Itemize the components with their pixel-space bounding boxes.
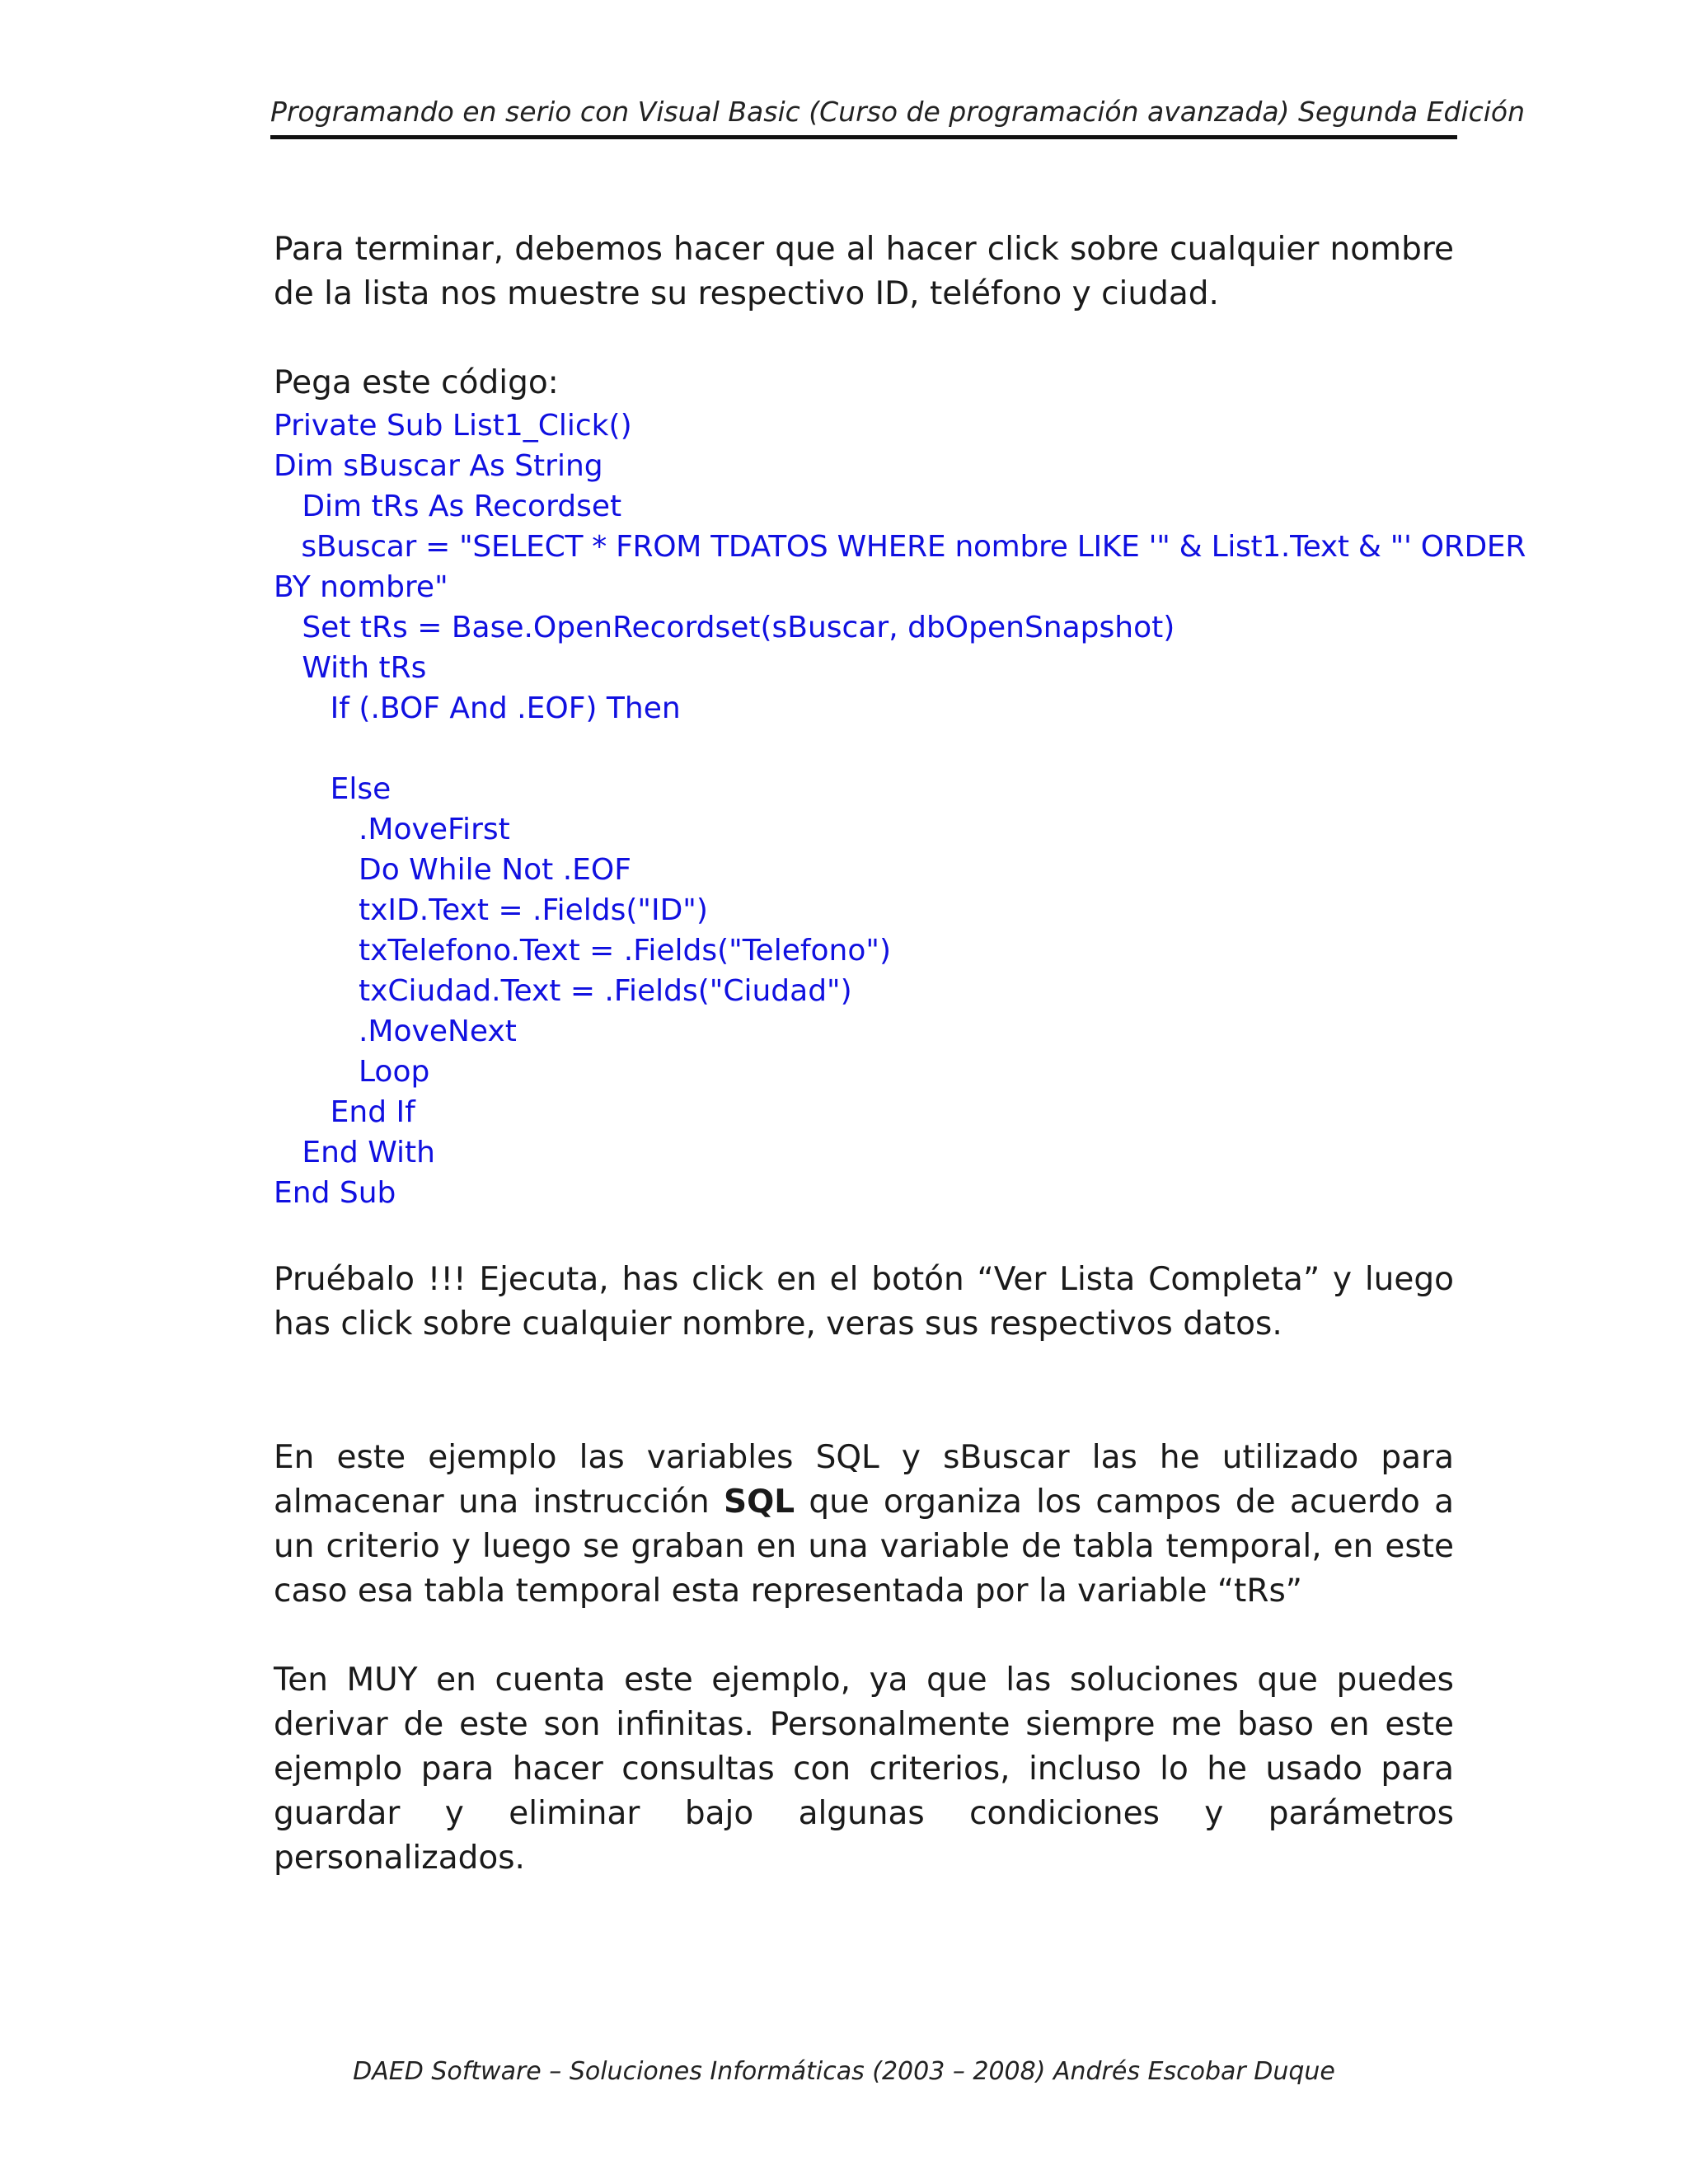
paragraph-explanation: [274, 1436, 1454, 1614]
spacer: [274, 1213, 1454, 1258]
spacer: [274, 316, 1454, 361]
code-line: Dim tRs As Recordset: [274, 490, 622, 523]
code-line: Dim sBuscar As String: [274, 449, 603, 483]
code-line: Loop: [274, 1055, 430, 1089]
code-line: End With: [274, 1136, 435, 1169]
spacer: [274, 1347, 1454, 1436]
code-intro: Pega este código:: [274, 364, 559, 401]
paragraph-intro: Para terminar, debemos hacer que al hacer click sobre cualquier nombre de la lista nos muestre su respectivo ID, teléfono y ciudad.: [274, 231, 1454, 312]
paragraph-explanation-start: En este ejemplo las variables SQL y sBuscar las he utilizado para almacenar una instrucción: [274, 1439, 1454, 1521]
spacer: [274, 1614, 1454, 1658]
code-line: End Sub: [274, 1176, 396, 1210]
code-line: Set tRs = Base.OpenRecordset(sBuscar, dbOpenSnapshot): [274, 611, 1175, 644]
code-line: BY nombre": [274, 570, 448, 604]
header-title: Programando en serio con Visual Basic (Curso de programación avanzada) Segunda Edición: [270, 96, 1526, 128]
code-line: txID.Text = .Fields("ID"): [274, 893, 708, 927]
paragraph-explanation-end: que organiza los campos de acuerdo a un criterio y luego se graban en una variable de tabla temporal, en este caso esa tabla temporal esta representada por la variable “tRs”: [274, 1483, 1455, 1610]
code-line: Else: [274, 772, 392, 806]
code-line: Private Sub List1_Click(): [274, 409, 632, 443]
paragraph-advice: Ten MUY en cuenta este ejemplo, ya que las soluciones que puedes derivar de este son infinitas. Personalmente siempre me baso en este ejemplo para hacer consultas con criterios, incluso lo he usado para guardar y eliminar bajo algunas condiciones y parámetros personalizados.: [274, 1661, 1454, 1877]
code-block: [274, 405, 1526, 1213]
page-content: [274, 227, 1526, 1881]
code-line-empty: [274, 729, 1454, 769]
code-line: Do While Not .EOF: [274, 853, 631, 887]
code-line: .MoveNext: [274, 1015, 517, 1048]
sql-keyword: SQL: [724, 1483, 795, 1521]
code-line: txCiudad.Text = .Fields("Ciudad"): [274, 974, 852, 1008]
code-line: If (.BOF And .EOF) Then: [274, 691, 681, 725]
page-footer: DAED Software – Soluciones Informáticas (2003 – 2008) Andrés Escobar Duque: [353, 2057, 1335, 2086]
code-line: .MoveFirst: [274, 813, 510, 846]
code-line: With tRs: [274, 651, 427, 685]
code-line: End If: [274, 1095, 415, 1129]
code-line: sBuscar = "SELECT * FROM TDATOS WHERE nombre LIKE '" & List1.Text & "' ORDER: [274, 530, 1526, 564]
code-line: txTelefono.Text = .Fields("Telefono"): [274, 934, 892, 968]
page-header: [270, 92, 1526, 139]
paragraph-try: Pruébalo !!! Ejecuta, has click en el botón “Ver Lista Completa” y luego has click sobre cualquier nombre, veras sus respectivos datos.: [274, 1261, 1454, 1343]
